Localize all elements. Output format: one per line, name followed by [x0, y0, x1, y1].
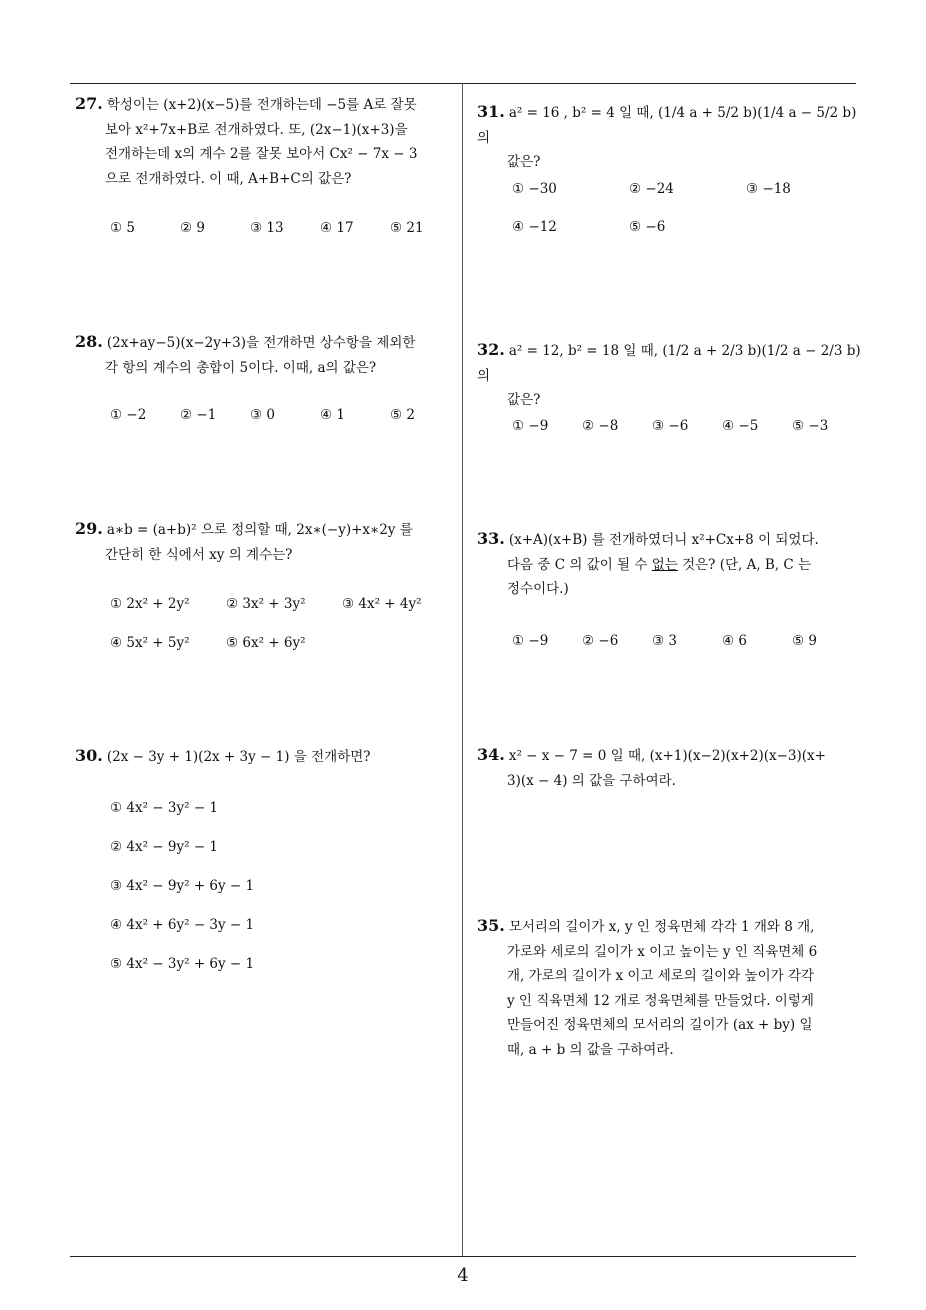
answer-option[interactable]: ① 4x² − 3y² − 1 — [110, 800, 219, 816]
answer-option[interactable]: ⑤ 6x² + 6y² — [226, 635, 306, 651]
answer-option[interactable]: ④ 4x² + 6y² − 3y − 1 — [110, 917, 255, 933]
question-32 — [477, 338, 862, 413]
question-text-line — [477, 553, 862, 578]
question-number: 29. — [75, 519, 103, 538]
answer-option[interactable]: ② −8 — [582, 418, 619, 434]
answer-option[interactable]: ② 9 — [180, 220, 205, 236]
bottom-rule — [70, 1256, 856, 1257]
top-rule — [70, 83, 856, 84]
answer-option[interactable]: ⑤ 4x² − 3y² + 6y − 1 — [110, 956, 255, 972]
question-text-line: (x+A)(x+B) 를 전개하였더니 x²+Cx+8 이 되었다. — [508, 532, 819, 548]
answer-option[interactable]: ② −24 — [629, 181, 674, 197]
answer-option[interactable]: ③ 13 — [250, 220, 284, 236]
answer-option[interactable]: ⑤ 9 — [792, 633, 817, 649]
underlined-word: 없는 — [651, 556, 678, 573]
question-text-line: 학성이는 (x+2)(x−5)를 전개하는데 −5를 A로 잘못 — [106, 97, 417, 113]
answer-options — [110, 635, 455, 655]
question-text-line: a² = 16 , b² = 4 일 때, (1/4 a + 5/2 b)(1/4 a − 5/2 b) 의 — [477, 105, 857, 146]
answer-option[interactable]: ③ 4x² + 4y² — [342, 596, 422, 612]
question-text-line: (2x − 3y + 1)(2x + 3y − 1) 을 전개하면? — [106, 749, 371, 765]
question-28 — [75, 330, 457, 380]
question-text-line: 간단히 한 식에서 xy 의 계수는? — [105, 546, 293, 563]
answer-options — [110, 596, 455, 616]
answer-options — [512, 418, 852, 438]
question-text-line: 정수이다.) — [507, 581, 569, 597]
question-text-line: y 인 직육면체 12 개로 정육면체를 만들었다. 이렇게 — [507, 992, 814, 1009]
answer-options — [110, 407, 450, 427]
answer-option[interactable]: ② −6 — [582, 633, 619, 649]
question-text-line: 으로 전개하였다. 이 때, A+B+C의 값은? — [105, 170, 352, 187]
answer-options — [512, 219, 852, 239]
page-number: 4 — [457, 1265, 469, 1286]
question-text-line: 각 항의 계수의 총합이 5이다. 이때, a의 값은? — [105, 359, 377, 376]
question-text-line: 3)(x − 4) 의 값을 구하여라. — [507, 772, 676, 789]
question-text-line: a² = 12, b² = 18 일 때, (1/2 a + 2/3 b)(1/2 a − 2/3 b) 의 — [477, 343, 861, 384]
answer-option[interactable]: ① 5 — [110, 220, 135, 236]
answer-option[interactable]: ③ 4x² − 9y² + 6y − 1 — [110, 878, 255, 894]
answer-option[interactable]: ④ −5 — [722, 418, 759, 434]
answer-options — [512, 181, 852, 201]
answer-option[interactable]: ③ 3 — [652, 633, 677, 649]
answer-options — [110, 798, 450, 993]
question-34 — [477, 743, 862, 793]
answer-option[interactable]: ③ 0 — [250, 407, 275, 423]
answer-option[interactable]: ④ 5x² + 5y² — [110, 635, 190, 651]
question-text-line: x² − x − 7 = 0 일 때, (x+1)(x−2)(x+2)(x−3)(x+ — [508, 748, 826, 764]
answer-option[interactable]: ② 3x² + 3y² — [226, 596, 306, 612]
answer-options — [512, 633, 852, 653]
question-text-line: 때, a + b 의 값을 구하여라. — [507, 1041, 674, 1058]
question-text-line: a∗b = (a+b)² 으로 정의할 때, 2x∗(−y)+x∗2y 를 — [106, 522, 413, 538]
question-number: 31. — [477, 102, 505, 121]
question-text-segment: 것은? (단, A, B, C 는 — [677, 556, 812, 573]
question-35 — [477, 914, 862, 1062]
answer-option[interactable]: ② −1 — [180, 407, 217, 423]
answer-option[interactable]: ⑤ 21 — [390, 220, 424, 236]
answer-option[interactable]: ① −30 — [512, 181, 557, 197]
question-text-line: 모서리의 길이가 x, y 인 정육면체 각각 1 개와 8 개, — [508, 919, 815, 935]
question-number: 34. — [477, 745, 505, 764]
column-divider — [462, 83, 463, 1257]
question-number: 30. — [75, 746, 103, 765]
answer-option[interactable]: ④ 17 — [320, 220, 354, 236]
answer-option[interactable]: ⑤ 2 — [390, 407, 415, 423]
question-text-line: 보아 x²+7x+B로 전개하였다. 또, (2x−1)(x+3)을 — [105, 121, 408, 138]
question-27 — [75, 92, 457, 191]
answer-option[interactable]: ④ −12 — [512, 219, 557, 235]
question-number: 32. — [477, 340, 505, 359]
question-text-line: 값은? — [507, 392, 541, 408]
question-31 — [477, 100, 862, 175]
answer-option[interactable]: ① 2x² + 2y² — [110, 596, 190, 612]
question-text-segment: 다음 중 C 의 값이 될 수 — [507, 556, 652, 573]
question-29 — [75, 517, 457, 567]
question-33 — [477, 527, 862, 602]
answer-option[interactable]: ① −9 — [512, 633, 549, 649]
question-number: 33. — [477, 529, 505, 548]
question-text-line: (2x+ay−5)(x−2y+3)을 전개하면 상수항을 제외한 — [106, 335, 416, 351]
question-number: 35. — [477, 916, 505, 935]
question-number: 27. — [75, 94, 103, 113]
question-number: 28. — [75, 332, 103, 351]
answer-option[interactable]: ④ 1 — [320, 407, 345, 423]
question-30 — [75, 744, 457, 770]
answer-option[interactable]: ⑤ −6 — [629, 219, 666, 235]
answer-option[interactable]: ③ −18 — [746, 181, 791, 197]
answer-option[interactable]: ① −2 — [110, 407, 147, 423]
question-text-line: 전개하는데 x의 계수 2를 잘못 보아서 Cx² − 7x − 3 — [105, 146, 418, 162]
question-text-line: 값은? — [507, 154, 541, 170]
answer-option[interactable]: ① −9 — [512, 418, 549, 434]
answer-option[interactable]: ⑤ −3 — [792, 418, 829, 434]
question-text-line: 개, 가로의 길이가 x 이고 세로의 길이와 높이가 각각 — [507, 968, 815, 984]
answer-option[interactable]: ④ 6 — [722, 633, 747, 649]
question-text-line: 가로와 세로의 길이가 x 이고 높이는 y 인 직육면체 6 — [507, 943, 818, 960]
answer-option[interactable]: ③ −6 — [652, 418, 689, 434]
answer-options — [110, 220, 450, 240]
question-text-line: 만들어진 정육면체의 모서리의 길이가 (ax + by) 일 — [507, 1017, 813, 1033]
answer-option[interactable]: ② 4x² − 9y² − 1 — [110, 839, 219, 855]
